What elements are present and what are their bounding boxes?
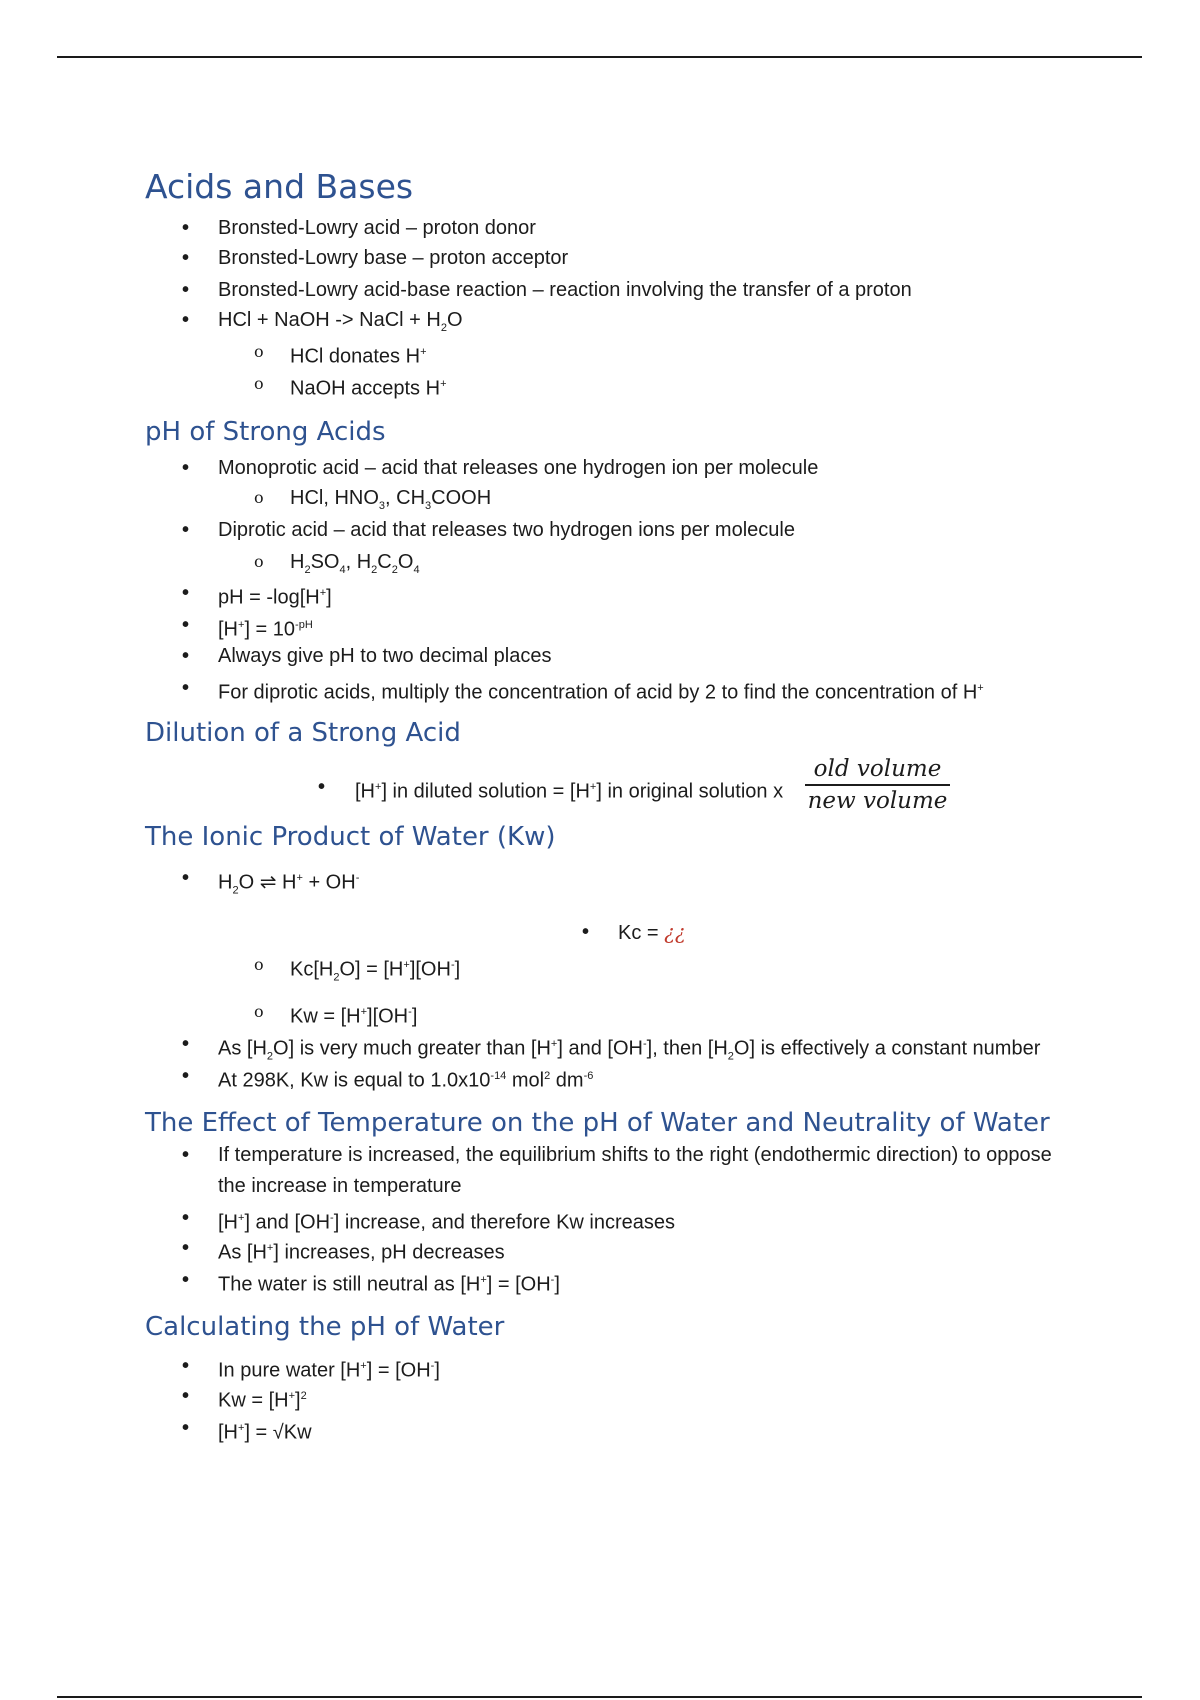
list-item: Kc = ¿¿ xyxy=(618,920,686,944)
bullet-icon: • xyxy=(182,677,190,699)
sub-list-item: Kw = [H+][OH-] xyxy=(290,1005,418,1028)
bullet-icon: • xyxy=(182,1144,190,1166)
bullet-icon: • xyxy=(582,921,590,943)
sub-list-item: $H_2SO_4$, $H_2C_2O_4$ xyxy=(290,551,420,576)
bullet-icon: • xyxy=(182,1033,190,1055)
sub-bullet-icon: o xyxy=(254,342,264,361)
bullet-icon: • xyxy=(182,645,190,667)
fraction-denominator: new volume xyxy=(807,788,948,814)
section-heading: pH of Strong Acids xyxy=(145,417,386,447)
sub-bullet-icon: o xyxy=(254,552,264,571)
list-item: Bronsted-Lowry acid-base reaction – reaction involving the transfer of a proton xyxy=(218,279,912,301)
list-item: Diprotic acid – acid that releases two hydrogen ions per molecule xyxy=(218,519,795,541)
list-item: Bronsted-Lowry base – proton acceptor xyxy=(218,247,569,269)
sub-bullet-icon: o xyxy=(254,955,264,974)
section-heading: Calculating the pH of Water xyxy=(145,1312,505,1342)
list-item: Monoprotic acid – acid that releases one hydrogen ion per molecule xyxy=(218,457,819,479)
volume-fraction xyxy=(805,755,950,815)
list-item: Bronsted-Lowry acid – proton donor xyxy=(218,217,536,239)
bullet-icon: • xyxy=(182,614,190,636)
bullet-icon: • xyxy=(182,1269,190,1291)
list-item: For diprotic acids, multiply the concentration of acid by 2 to find the concentration of H+ xyxy=(218,681,984,704)
fraction-numerator: old volume xyxy=(805,755,950,786)
list-item-continuation: the increase in temperature xyxy=(218,1175,462,1197)
bullet-icon: • xyxy=(182,867,190,889)
list-item: $[H^+] = 10^{-pH}$ xyxy=(218,618,313,641)
bullet-icon: • xyxy=(182,1207,190,1229)
list-item: In pure water [H+] = [OH-] xyxy=(218,1359,440,1382)
bullet-icon: • xyxy=(182,217,190,239)
bullet-icon: • xyxy=(182,1065,190,1087)
dilution-formula: [H+] in diluted solution = [H+] in original solution x xyxy=(355,780,784,803)
list-item: $Kw = [H^+]^2$ xyxy=(218,1389,307,1412)
bullet-icon: • xyxy=(182,1385,190,1407)
section-heading: The Effect of Temperature on the pH of Water and Neutrality of Water xyxy=(145,1108,1050,1138)
sub-list-item: HCl, $HNO_3$, $CH_3COOH$ xyxy=(290,487,492,512)
bullet-icon: • xyxy=(182,279,190,301)
bullet-icon: • xyxy=(182,519,190,541)
list-item: The water is still neutral as [H+] = [OH-] xyxy=(218,1273,560,1296)
bullet-icon: • xyxy=(182,247,190,269)
sub-list-item: $Kc[H_2O] = [H^+][OH^-]$ xyxy=(290,958,461,984)
broken-equation-text: ¿¿ xyxy=(664,920,686,944)
bullet-icon: • xyxy=(318,776,326,798)
bullet-icon: • xyxy=(182,457,190,479)
top-rule xyxy=(57,56,1142,58)
sub-list-item: HCl donates H+ xyxy=(290,345,427,368)
list-item: If temperature is increased, the equilibrium shifts to the right (endothermic direction) to oppose xyxy=(218,1144,1052,1166)
bullet-icon: • xyxy=(182,582,190,604)
section-heading: Dilution of a Strong Acid xyxy=(145,718,461,748)
sub-bullet-icon: o xyxy=(254,1002,264,1021)
list-item: [H+] = √Kw xyxy=(218,1421,312,1444)
section-heading: The Ionic Product of Water (Kw) xyxy=(145,822,556,852)
list-item: At 298K, Kw is equal to $1.0x10^{-14}$ mol$^2$ $dm^{-6}$ xyxy=(218,1069,594,1092)
list-item-equation: HCl + NaOH -> NaCl + $H_2O$ xyxy=(218,309,463,334)
list-item: As $[H_2O]$ is very much greater than [H+] and [OH-], then $[H_2O]$ is effectively a constant number xyxy=(218,1037,1041,1063)
list-item: $H_2O$ ⇌ H+ + OH- xyxy=(218,871,360,897)
sub-list-item: NaOH accepts H+ xyxy=(290,377,447,400)
page-title: Acids and Bases xyxy=(145,167,414,206)
sub-bullet-icon: o xyxy=(254,374,264,393)
bottom-rule xyxy=(57,1696,1142,1698)
list-item: pH = -log[H+] xyxy=(218,586,332,609)
bullet-icon: • xyxy=(182,1417,190,1439)
bullet-icon: • xyxy=(182,1237,190,1259)
list-item: Always give pH to two decimal places xyxy=(218,645,552,667)
list-item: [H+] and [OH-] increase, and therefore Kw increases xyxy=(218,1211,676,1234)
bullet-icon: • xyxy=(182,1355,190,1377)
list-item: As [H+] increases, pH decreases xyxy=(218,1241,505,1264)
sub-bullet-icon: o xyxy=(254,488,264,507)
bullet-icon: • xyxy=(182,309,190,331)
